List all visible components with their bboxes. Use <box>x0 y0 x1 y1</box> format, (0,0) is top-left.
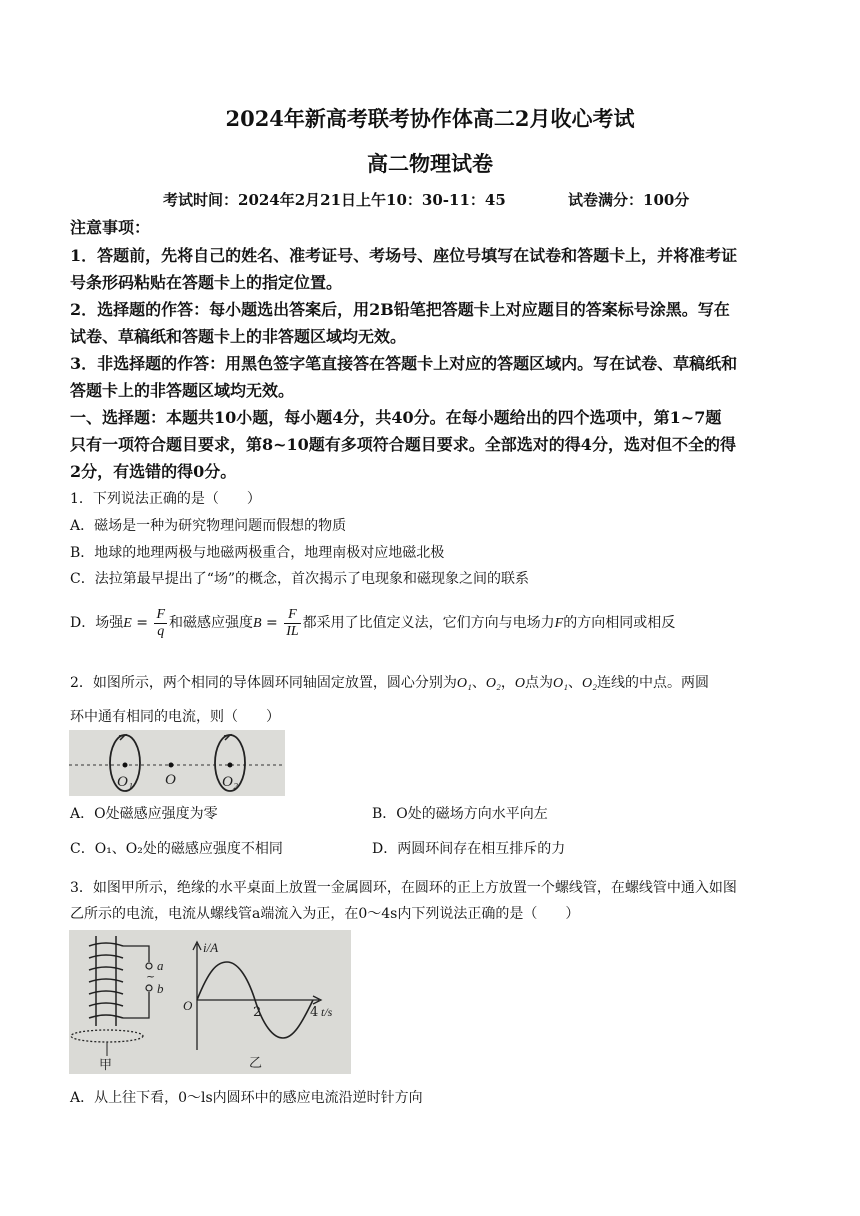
center-dot-o2 <box>228 763 233 768</box>
metal-ring <box>71 1030 143 1042</box>
q2-stem-line2: 环中通有相同的电流，则（ ） <box>70 709 280 725</box>
q1-option-a: A．磁场是一种为研究物理问题而假想的物质 <box>70 518 347 534</box>
fraction-numerator: F <box>156 606 165 622</box>
label-o1: O₁ <box>117 774 134 790</box>
q1-d-suffix: 都采用了比值定义法，它们方向与电场力 <box>302 615 555 631</box>
label-o: O <box>165 772 176 788</box>
lead-a <box>123 946 149 962</box>
center-dot-o <box>169 763 174 768</box>
q2-option-a: A．O处磁感应强度为零 <box>70 806 218 822</box>
solenoid-and-current-graph <box>69 930 351 1074</box>
q2-stem-line1 <box>70 672 709 692</box>
notice-heading: 注意事项： <box>70 218 151 237</box>
symbol-o2: O₂ <box>581 676 597 691</box>
fraction-f-over-q <box>154 607 167 640</box>
full-score: 试卷满分：100分 <box>568 191 690 209</box>
q2-option-d: D．两圆环间存在相互排斥的力 <box>372 841 566 857</box>
q3-figure <box>69 930 351 1074</box>
q2-sep: 、 <box>471 675 486 691</box>
symbol-o2: O₂ <box>485 676 501 691</box>
q2-option-c: C．O₁、O₂处的磁感应强度不相同 <box>70 841 283 857</box>
label-a: a <box>157 958 164 973</box>
q1-stem: 1．下列说法正确的是（ ） <box>70 491 261 507</box>
origin-label: O <box>183 998 193 1013</box>
fraction-f-over-il <box>284 607 300 640</box>
lead-b <box>123 992 149 1018</box>
tilde-symbol: ~ <box>146 970 156 983</box>
notice-line: 试卷、草稿纸和答题卡上的非答题区域均无效。 <box>70 327 407 346</box>
exam-time: 考试时间：2024年2月21日上午10：30-11：45 <box>163 191 506 209</box>
section-intro-line: 一、选择题：本题共10小题，每小题4分，共40分。在每小题给出的四个选项中，第1~7题 <box>70 408 722 427</box>
fraction-numerator: F <box>284 607 300 624</box>
center-dot-o1 <box>123 763 128 768</box>
exam-title: 2024年新高考联考协作体高二2月收心考试 <box>225 106 635 131</box>
rings-diagram <box>69 730 285 796</box>
notice-line: 答题卡上的非答题区域均无效。 <box>70 381 295 400</box>
notice-line: 2．选择题的作答：每小题选出答案后，用2B铅笔把答题卡上对应题目的答案标号涂黑。写在 <box>70 300 730 319</box>
q2-sep: 、 <box>567 675 582 691</box>
fraction-denominator: IL <box>286 623 299 639</box>
q2-stem-part: ， <box>500 675 515 691</box>
tick-4: 4 <box>310 1005 319 1020</box>
q1-d-prefix: D．场强 <box>70 615 124 631</box>
formula-e: E <box>123 616 132 631</box>
symbol-o1: O₁ <box>553 676 568 691</box>
section-intro-line: 只有一项符合题目要求，第8~10题有多项符合题目要求。全部选对的得4分，选对但不全的得 <box>70 435 736 454</box>
y-axis-label: i/A <box>203 940 219 955</box>
terminal-b <box>146 985 152 991</box>
q1-d-end: 的方向相同或相反 <box>563 615 676 631</box>
q1-option-b: B．地球的地理两极与地磁两极重合，地理南极对应地磁北极 <box>70 545 445 561</box>
section-intro-line: 2分，有选错的得0分。 <box>70 462 237 481</box>
q1-option-d: D．场强E = $\frac{F}{q}$ 和磁感应强度B = $\frac{F}{IL}$ 都采用了比值定义法，它们方向与电场力F的方向相同或相反 <box>70 606 676 639</box>
q3-stem-line1: 3．如图甲所示，绝缘的水平桌面上放置一金属圆环，在圆环的正上方放置一个螺线管，在螺线管中通入如图 <box>70 880 737 896</box>
q2-figure-rings <box>69 730 285 796</box>
tick-2: 2 <box>253 1005 262 1020</box>
symbol-o: O <box>514 676 525 691</box>
notice-line: 1．答题前，先将自己的姓名、准考证号、考场号、座位号填写在试卷和答题卡上，并将准考证 <box>70 246 738 265</box>
notice-line: 3．非选择题的作答：用黑色签字笔直接答在答题卡上对应的答题区域内。写在试卷、草稿纸和 <box>70 354 738 373</box>
formula-f: F <box>554 616 564 631</box>
label-yi: 乙 <box>249 1056 263 1071</box>
q2-stem-part: 连线的中点。两圆 <box>596 675 709 691</box>
terminal-a <box>146 963 152 969</box>
x-axis-label: t/s <box>321 1005 333 1019</box>
q3-option-a: A．从上往下看，0～ls内圆环中的感应电流沿逆时针方向 <box>70 1090 423 1106</box>
label-o2: O₂ <box>222 774 239 790</box>
notice-line: 号条形码粘贴在答题卡上的指定位置。 <box>70 273 343 292</box>
solenoid-coils <box>89 943 123 1018</box>
exam-subtitle: 高二物理试卷 <box>367 151 493 176</box>
q1-d-mid: 和磁感应强度 <box>169 615 253 631</box>
formula-b: B <box>253 616 262 631</box>
symbol-o1: O₁ <box>456 676 472 691</box>
q2-option-b: B．O处的磁场方向水平向左 <box>372 806 548 822</box>
q2-stem-part: 2．如图所示，两个相同的导体圆环同轴固定放置，圆心分别为 <box>70 675 457 691</box>
label-b: b <box>157 981 164 996</box>
label-jia: 甲 <box>99 1058 113 1073</box>
q3-stem-line2: 乙所示的电流，电流从螺线管a端流入为正，在0～4s内下列说法正确的是（ ） <box>70 906 580 922</box>
q1-option-c: C．法拉第最早提出了“场”的概念，首次揭示了电现象和磁现象之间的联系 <box>70 571 530 587</box>
fraction-denominator: q <box>157 623 165 639</box>
q2-stem-part: 点为 <box>525 675 553 691</box>
